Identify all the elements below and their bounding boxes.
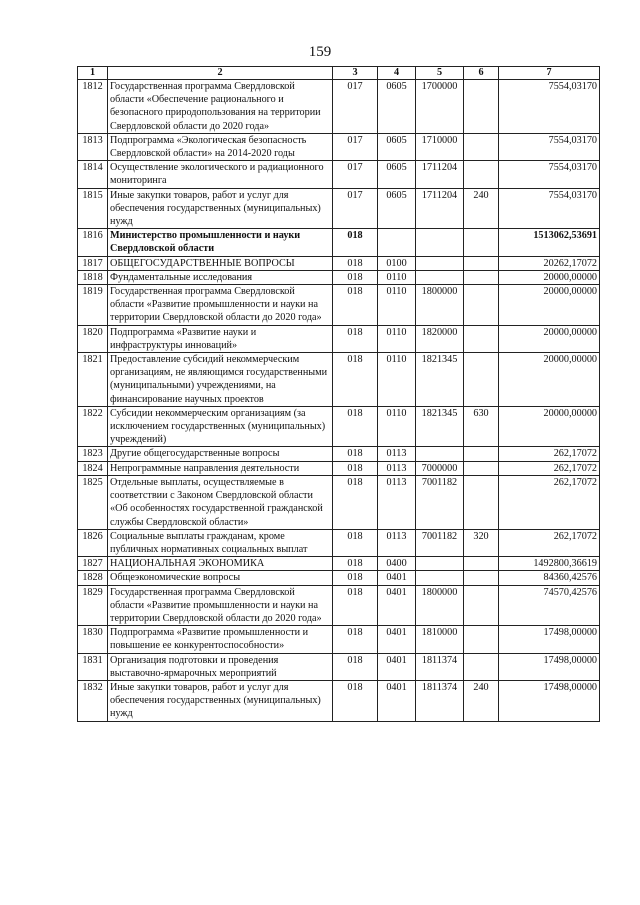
cell-num: 1816 <box>78 229 108 256</box>
cell-c6 <box>464 285 499 326</box>
cell-c5 <box>416 557 464 571</box>
cell-c5: 7000000 <box>416 461 464 475</box>
cell-c3: 018 <box>333 626 378 653</box>
cell-sum: 262,17072 <box>499 447 600 461</box>
cell-num: 1824 <box>78 461 108 475</box>
cell-num: 1828 <box>78 571 108 585</box>
cell-name: Подпрограмма «Развитие науки и инфраструктуры инноваций» <box>108 325 333 352</box>
cell-name: Министерство промышленности и науки Свердловской области <box>108 229 333 256</box>
table-row <box>78 571 600 585</box>
cell-num: 1812 <box>78 80 108 134</box>
cell-name: Общеэкономические вопросы <box>108 571 333 585</box>
cell-c5 <box>416 256 464 270</box>
table-row <box>78 653 600 680</box>
cell-c3: 018 <box>333 571 378 585</box>
table-row <box>78 585 600 626</box>
cell-name: Осуществление экологического и радиационного мониторинга <box>108 161 333 188</box>
table-row <box>78 353 600 407</box>
cell-num: 1826 <box>78 529 108 556</box>
cell-num: 1829 <box>78 585 108 626</box>
cell-sum: 1513062,53691 <box>499 229 600 256</box>
cell-c4 <box>378 229 416 256</box>
cell-num: 1823 <box>78 447 108 461</box>
cell-num: 1815 <box>78 188 108 229</box>
cell-c4: 0100 <box>378 256 416 270</box>
cell-num: 1821 <box>78 353 108 407</box>
cell-c5: 7001182 <box>416 529 464 556</box>
cell-c5 <box>416 229 464 256</box>
cell-c3: 017 <box>333 188 378 229</box>
header-col-3: 3 <box>333 67 378 80</box>
cell-sum: 74570,42576 <box>499 585 600 626</box>
cell-c5: 1711204 <box>416 188 464 229</box>
cell-c6 <box>464 256 499 270</box>
cell-c6 <box>464 325 499 352</box>
cell-c6 <box>464 475 499 529</box>
cell-c4: 0401 <box>378 585 416 626</box>
cell-num: 1822 <box>78 406 108 447</box>
cell-c3: 018 <box>333 353 378 407</box>
cell-c5: 1820000 <box>416 325 464 352</box>
cell-c5: 7001182 <box>416 475 464 529</box>
cell-c4: 0401 <box>378 680 416 721</box>
cell-c3: 018 <box>333 461 378 475</box>
cell-num: 1830 <box>78 626 108 653</box>
cell-name: Социальные выплаты гражданам, кроме публичных нормативных социальных выплат <box>108 529 333 556</box>
cell-c4: 0400 <box>378 557 416 571</box>
cell-sum: 262,17072 <box>499 461 600 475</box>
cell-sum: 84360,42576 <box>499 571 600 585</box>
cell-num: 1819 <box>78 285 108 326</box>
cell-name: Отдельные выплаты, осуществляемые в соответствии с Законом Свердловской области «Об особенностях государственной гражданской службы Свердловской области» <box>108 475 333 529</box>
cell-c3: 018 <box>333 447 378 461</box>
cell-c3: 018 <box>333 653 378 680</box>
cell-c4: 0110 <box>378 325 416 352</box>
cell-name: Другие общегосударственные вопросы <box>108 447 333 461</box>
cell-c4: 0110 <box>378 270 416 284</box>
cell-name: Государственная программа Свердловской области «Развитие промышленности и науки на территории Свердловской области до 2020 года» <box>108 285 333 326</box>
cell-c5: 1800000 <box>416 585 464 626</box>
cell-sum: 17498,00000 <box>499 626 600 653</box>
cell-c3: 018 <box>333 585 378 626</box>
cell-c5: 1810000 <box>416 626 464 653</box>
cell-c4: 0110 <box>378 353 416 407</box>
cell-sum: 7554,03170 <box>499 188 600 229</box>
cell-c5: 1710000 <box>416 133 464 160</box>
cell-sum: 7554,03170 <box>499 133 600 160</box>
cell-c3: 017 <box>333 80 378 134</box>
cell-c4: 0605 <box>378 161 416 188</box>
table-row <box>78 270 600 284</box>
cell-name: Организация подготовки и проведения выставочно-ярмарочных мероприятий <box>108 653 333 680</box>
table-row <box>78 475 600 529</box>
cell-name: Предоставление субсидий некоммерческим организациям, не являющимся государственными (муниципальными) учреждениями, на финансирование научных проектов <box>108 353 333 407</box>
budget-table <box>77 66 600 722</box>
table-row <box>78 161 600 188</box>
cell-c4: 0110 <box>378 406 416 447</box>
cell-c6 <box>464 557 499 571</box>
table-row <box>78 461 600 475</box>
cell-c6 <box>464 461 499 475</box>
cell-c5 <box>416 447 464 461</box>
cell-num: 1827 <box>78 557 108 571</box>
cell-num: 1831 <box>78 653 108 680</box>
cell-sum: 17498,00000 <box>499 653 600 680</box>
cell-c3: 018 <box>333 270 378 284</box>
cell-name: НАЦИОНАЛЬНАЯ ЭКОНОМИКА <box>108 557 333 571</box>
cell-c6 <box>464 133 499 160</box>
cell-c3: 018 <box>333 475 378 529</box>
cell-c6 <box>464 80 499 134</box>
cell-c5: 1811374 <box>416 680 464 721</box>
cell-c5 <box>416 270 464 284</box>
table-row <box>78 680 600 721</box>
cell-c4: 0113 <box>378 475 416 529</box>
cell-sum: 20000,00000 <box>499 270 600 284</box>
cell-c6 <box>464 447 499 461</box>
cell-sum: 17498,00000 <box>499 680 600 721</box>
cell-c6 <box>464 585 499 626</box>
cell-c6 <box>464 353 499 407</box>
cell-name: Фундаментальные исследования <box>108 270 333 284</box>
cell-num: 1817 <box>78 256 108 270</box>
cell-c6: 320 <box>464 529 499 556</box>
header-col-6: 6 <box>464 67 499 80</box>
cell-sum: 20000,00000 <box>499 353 600 407</box>
cell-name: Иные закупки товаров, работ и услуг для обеспечения государственных (муниципальных) нужд <box>108 680 333 721</box>
cell-c4: 0110 <box>378 285 416 326</box>
header-col-4: 4 <box>378 67 416 80</box>
cell-name: Подпрограмма «Развитие промышленности и повышение ее конкурентоспособности» <box>108 626 333 653</box>
cell-c4: 0113 <box>378 529 416 556</box>
header-row <box>78 67 600 80</box>
header-col-2: 2 <box>108 67 333 80</box>
cell-c3: 018 <box>333 680 378 721</box>
cell-c3: 018 <box>333 229 378 256</box>
cell-c3: 017 <box>333 133 378 160</box>
cell-c4: 0605 <box>378 133 416 160</box>
cell-name: ОБЩЕГОСУДАРСТВЕННЫЕ ВОПРОСЫ <box>108 256 333 270</box>
cell-c3: 017 <box>333 161 378 188</box>
cell-c6 <box>464 229 499 256</box>
cell-c3: 018 <box>333 406 378 447</box>
table-row <box>78 626 600 653</box>
cell-c3: 018 <box>333 529 378 556</box>
cell-c6: 240 <box>464 188 499 229</box>
cell-sum: 20262,17072 <box>499 256 600 270</box>
cell-name: Иные закупки товаров, работ и услуг для обеспечения государственных (муниципальных) нужд <box>108 188 333 229</box>
cell-c5: 1811374 <box>416 653 464 680</box>
cell-c5: 1821345 <box>416 406 464 447</box>
header-col-7: 7 <box>499 67 600 80</box>
table-row <box>78 80 600 134</box>
table-row <box>78 229 600 256</box>
table-row <box>78 256 600 270</box>
table-row <box>78 557 600 571</box>
table-row <box>78 188 600 229</box>
cell-num: 1818 <box>78 270 108 284</box>
cell-c4: 0605 <box>378 188 416 229</box>
table-row <box>78 406 600 447</box>
cell-c6 <box>464 270 499 284</box>
table-row <box>78 285 600 326</box>
cell-name: Государственная программа Свердловской области «Развитие промышленности и науки на территории Свердловской области до 2020 года» <box>108 585 333 626</box>
cell-c5: 1700000 <box>416 80 464 134</box>
cell-c6 <box>464 571 499 585</box>
cell-num: 1814 <box>78 161 108 188</box>
cell-c4: 0401 <box>378 571 416 585</box>
cell-c4: 0401 <box>378 653 416 680</box>
cell-num: 1813 <box>78 133 108 160</box>
cell-name: Непрограммные направления деятельности <box>108 461 333 475</box>
cell-sum: 262,17072 <box>499 475 600 529</box>
cell-c4: 0113 <box>378 447 416 461</box>
cell-c3: 018 <box>333 557 378 571</box>
cell-sum: 262,17072 <box>499 529 600 556</box>
table-row <box>78 325 600 352</box>
header-col-5: 5 <box>416 67 464 80</box>
cell-num: 1825 <box>78 475 108 529</box>
table-row <box>78 529 600 556</box>
cell-sum: 20000,00000 <box>499 285 600 326</box>
header-col-1: 1 <box>78 67 108 80</box>
cell-name: Государственная программа Свердловской области «Обеспечение рационального и безопасного природопользования на территории Свердловской области до 2020 года» <box>108 80 333 134</box>
cell-sum: 1492800,36619 <box>499 557 600 571</box>
cell-c6 <box>464 161 499 188</box>
cell-num: 1832 <box>78 680 108 721</box>
cell-sum: 7554,03170 <box>499 80 600 134</box>
table-row <box>78 133 600 160</box>
cell-c3: 018 <box>333 256 378 270</box>
cell-c6 <box>464 626 499 653</box>
cell-c4: 0401 <box>378 626 416 653</box>
cell-c3: 018 <box>333 325 378 352</box>
cell-c5: 1800000 <box>416 285 464 326</box>
cell-c5: 1711204 <box>416 161 464 188</box>
cell-c3: 018 <box>333 285 378 326</box>
cell-sum: 20000,00000 <box>499 406 600 447</box>
cell-sum: 20000,00000 <box>499 325 600 352</box>
cell-name: Субсидии некоммерческим организациям (за исключением государственных (муниципальных) учреждений) <box>108 406 333 447</box>
cell-c5 <box>416 571 464 585</box>
table-row <box>78 447 600 461</box>
cell-name: Подпрограмма «Экологическая безопасность Свердловской области» на 2014-2020 годы <box>108 133 333 160</box>
cell-c4: 0113 <box>378 461 416 475</box>
cell-c5: 1821345 <box>416 353 464 407</box>
cell-c6: 240 <box>464 680 499 721</box>
cell-sum: 7554,03170 <box>499 161 600 188</box>
cell-num: 1820 <box>78 325 108 352</box>
cell-c4: 0605 <box>378 80 416 134</box>
cell-c6: 630 <box>464 406 499 447</box>
page-number: 159 <box>308 44 332 60</box>
cell-c6 <box>464 653 499 680</box>
